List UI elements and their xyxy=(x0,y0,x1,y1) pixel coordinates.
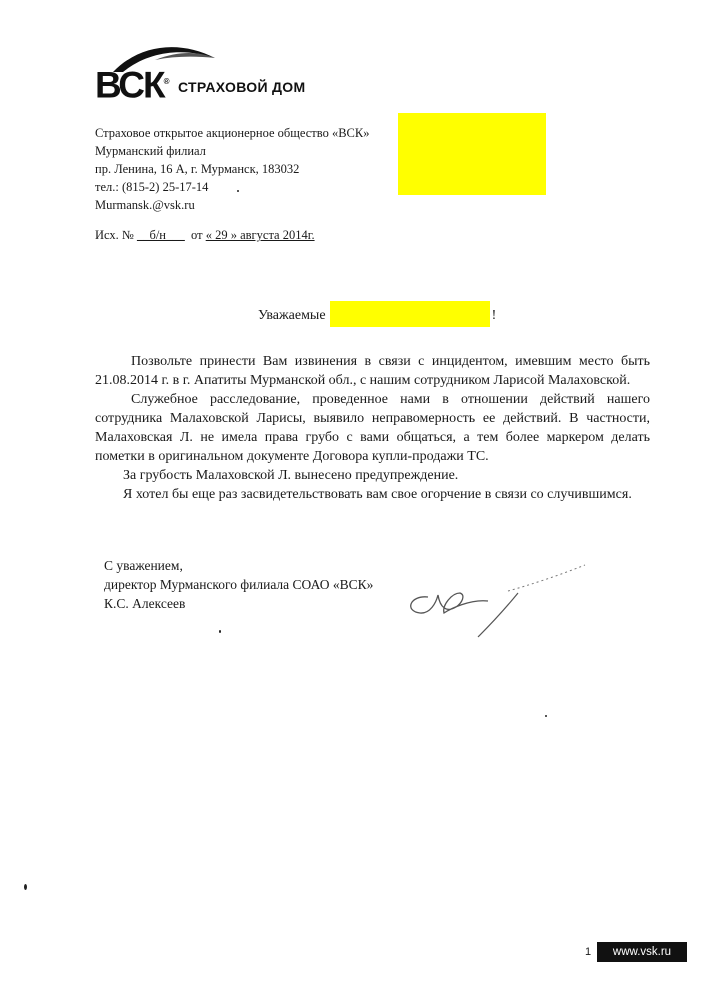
sender-address: пр. Ленина, 16 А, г. Мурманск, 183032 xyxy=(95,162,300,176)
name-redaction xyxy=(330,301,490,327)
signoff-block xyxy=(104,556,373,613)
body-paragraph-1: Позвольте принести Вам извинения в связи с инцидентом, имевшим место быть 21.08.2014 г. в г. Апатиты Мурманской обл., с нашим сотрудником Ларисой Малаховской. xyxy=(95,354,650,388)
ref-date-prefix: от xyxy=(191,228,203,242)
letter-body xyxy=(95,352,650,504)
website-badge[interactable]: www.vsk.ru xyxy=(597,942,687,962)
sender-address-block xyxy=(95,124,369,214)
signoff-title: директор Мурманского филиала СОАО «ВСК» xyxy=(104,577,374,592)
salutation xyxy=(258,301,496,327)
ref-prefix: Исх. № xyxy=(95,228,134,242)
salutation-greeting: Уважаемые xyxy=(258,308,326,323)
scan-speck xyxy=(24,884,27,890)
sender-branch: Мурманский филиал xyxy=(95,144,206,158)
scan-speck xyxy=(237,190,239,192)
logo-mark: ВСК® xyxy=(95,64,170,106)
scan-speck xyxy=(545,715,547,717)
company-logo xyxy=(95,42,315,106)
logo-tagline: СТРАХОВОЙ ДОМ xyxy=(178,79,306,95)
outgoing-reference xyxy=(95,228,315,243)
body-paragraph-2: Служебное расследование, проведенное нами в отношении действий нашего сотрудника Малаховской Ларисы, выявило неправомерность ее действий. В частности, Малаховская Л. не имела права грубо с вами общаться, а тем более маркером делать пометки в оригинальном документе Договора купли-продажи ТС. xyxy=(95,392,650,464)
ref-number: __б/н___ xyxy=(136,228,185,242)
body-paragraph-4: Я хотел бы еще раз засвидетельствовать вам свое огорчение в связи со случившимся. xyxy=(123,487,632,502)
signoff-name: К.С. Алексеев xyxy=(104,596,186,611)
scan-speck xyxy=(219,630,221,633)
body-paragraph-3: За грубость Малаховской Л. вынесено предупреждение. xyxy=(123,468,459,483)
sender-email: Murmansk.@vsk.ru xyxy=(95,198,195,212)
recipient-redaction xyxy=(398,113,546,195)
ref-date: « 29 » августа 2014г. xyxy=(205,228,315,242)
signoff-closing: С уважением, xyxy=(104,558,183,573)
handwritten-signature xyxy=(400,555,600,645)
page-number: 1 xyxy=(585,946,592,958)
sender-phone: тел.: (815-2) 25-17-14 xyxy=(95,180,209,194)
sender-company: Страховое открытое акционерное общество «ВСК» xyxy=(95,126,370,140)
salutation-end: ! xyxy=(491,308,497,323)
